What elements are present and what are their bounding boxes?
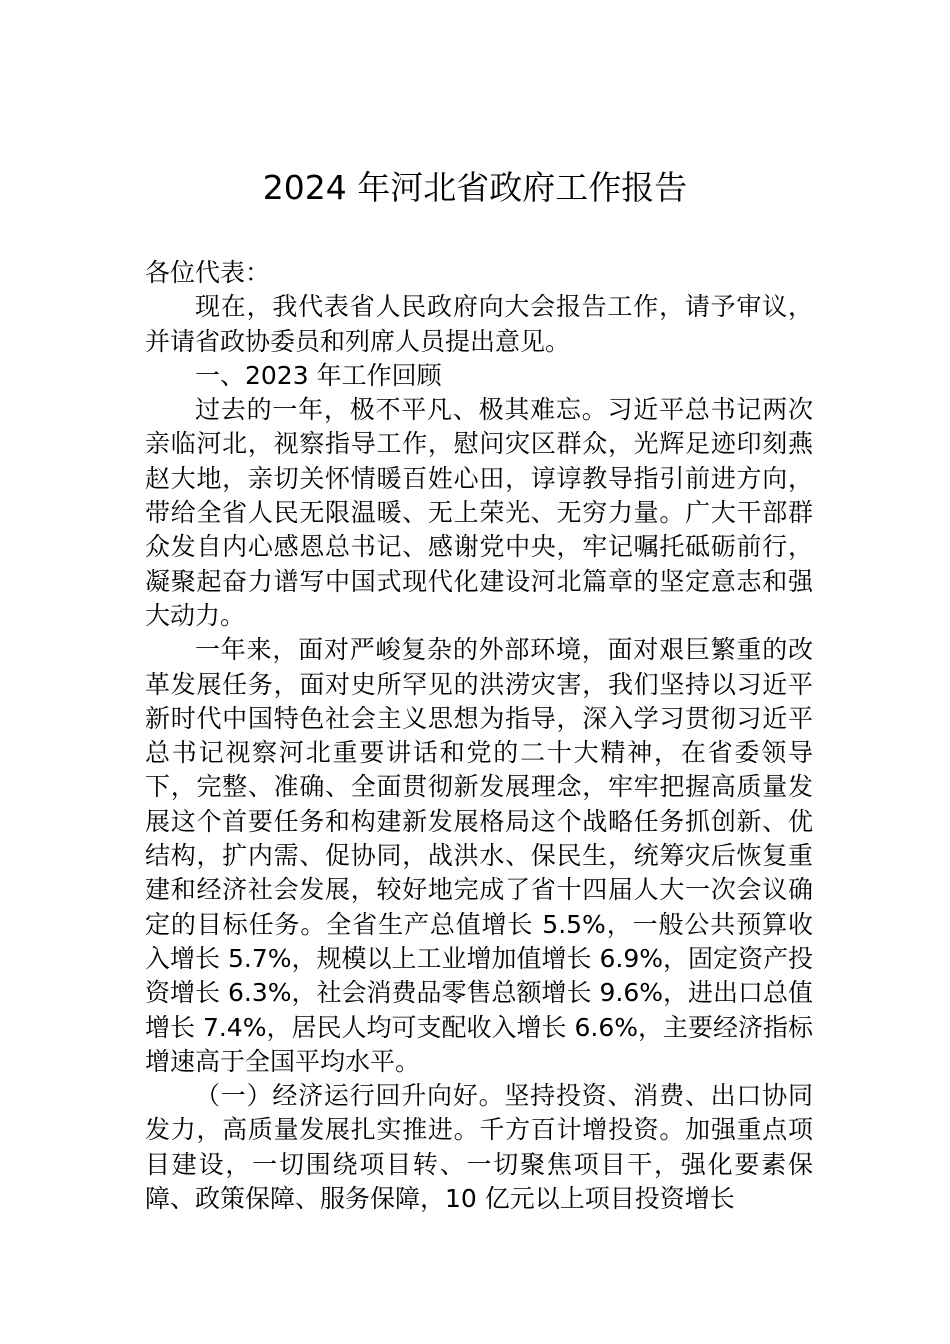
document-title: 2024 年河北省政府工作报告 — [262, 168, 688, 207]
section-heading: 一、2023 年工作回顾 — [195, 360, 442, 390]
paragraph-achievements: 一年来，面对严峻复杂的外部环境，面对艰巨繁重的改革发展任务，面对史所罕见的洪涝灾害，我们坚持以习近平新时代中国特色社会主义思想为指导，深入学习贯彻习近平总书记视察河北重要讲话和党的二十大精神，在省委领导下，完整、准确、全面贯彻新发展理念，牢牢把握高质量发展这个首要任务和构建新发展格局这个战略任务抓创新、优结构，扩内需、促协同，战洪水、保民生，统筹灾后恢复重建和经济社会发展，较好地完成了省十四届人大一次会议确定的目标任务。全省生产总值增长 5.5%，一般公共预算收入增长 5.7%，规模以上工业增加值增长 6.9%，固定资产投资增长 6.3%，社会消费品零售总额增长 9.6%，进出口总值增长 7.4%，居民人均可支配收入增长 6.6%，主要经济指标增速高于全国平均水平。 — [145, 635, 813, 1076]
paragraph-intro: 现在，我代表省人民政府向大会报告工作，请予审议，并请省政协委员和列席人员提出意见。 — [145, 292, 813, 356]
paragraph-past-year: 过去的一年，极不平凡、极其难忘。习近平总书记两次亲临河北，视察指导工作，慰问灾区群众，光辉足迹印刻燕赵大地，亲切关怀情暖百姓心田，谆谆教导指引前进方向，带给全省人民无限温暖、无上荣光、无穷力量。广大干部群众发自内心感恩总书记、感谢党中央，牢记嘱托砥砺前行，凝聚起奋力谱写中国式现代化建设河北篇章的坚定意志和强大动力。 — [145, 395, 813, 630]
paragraph-economy: （一）经济运行回升向好。坚持投资、消费、出口协同发力，高质量发展扎实推进。千方百计增投资。加强重点项目建设，一切围绕项目转、一切聚焦项目干，强化要素保障、政策保障、服务保障，10 亿元以上项目投资增长 — [145, 1081, 813, 1214]
salutation: 各位代表： — [145, 258, 271, 287]
document-body — [145, 256, 813, 1216]
